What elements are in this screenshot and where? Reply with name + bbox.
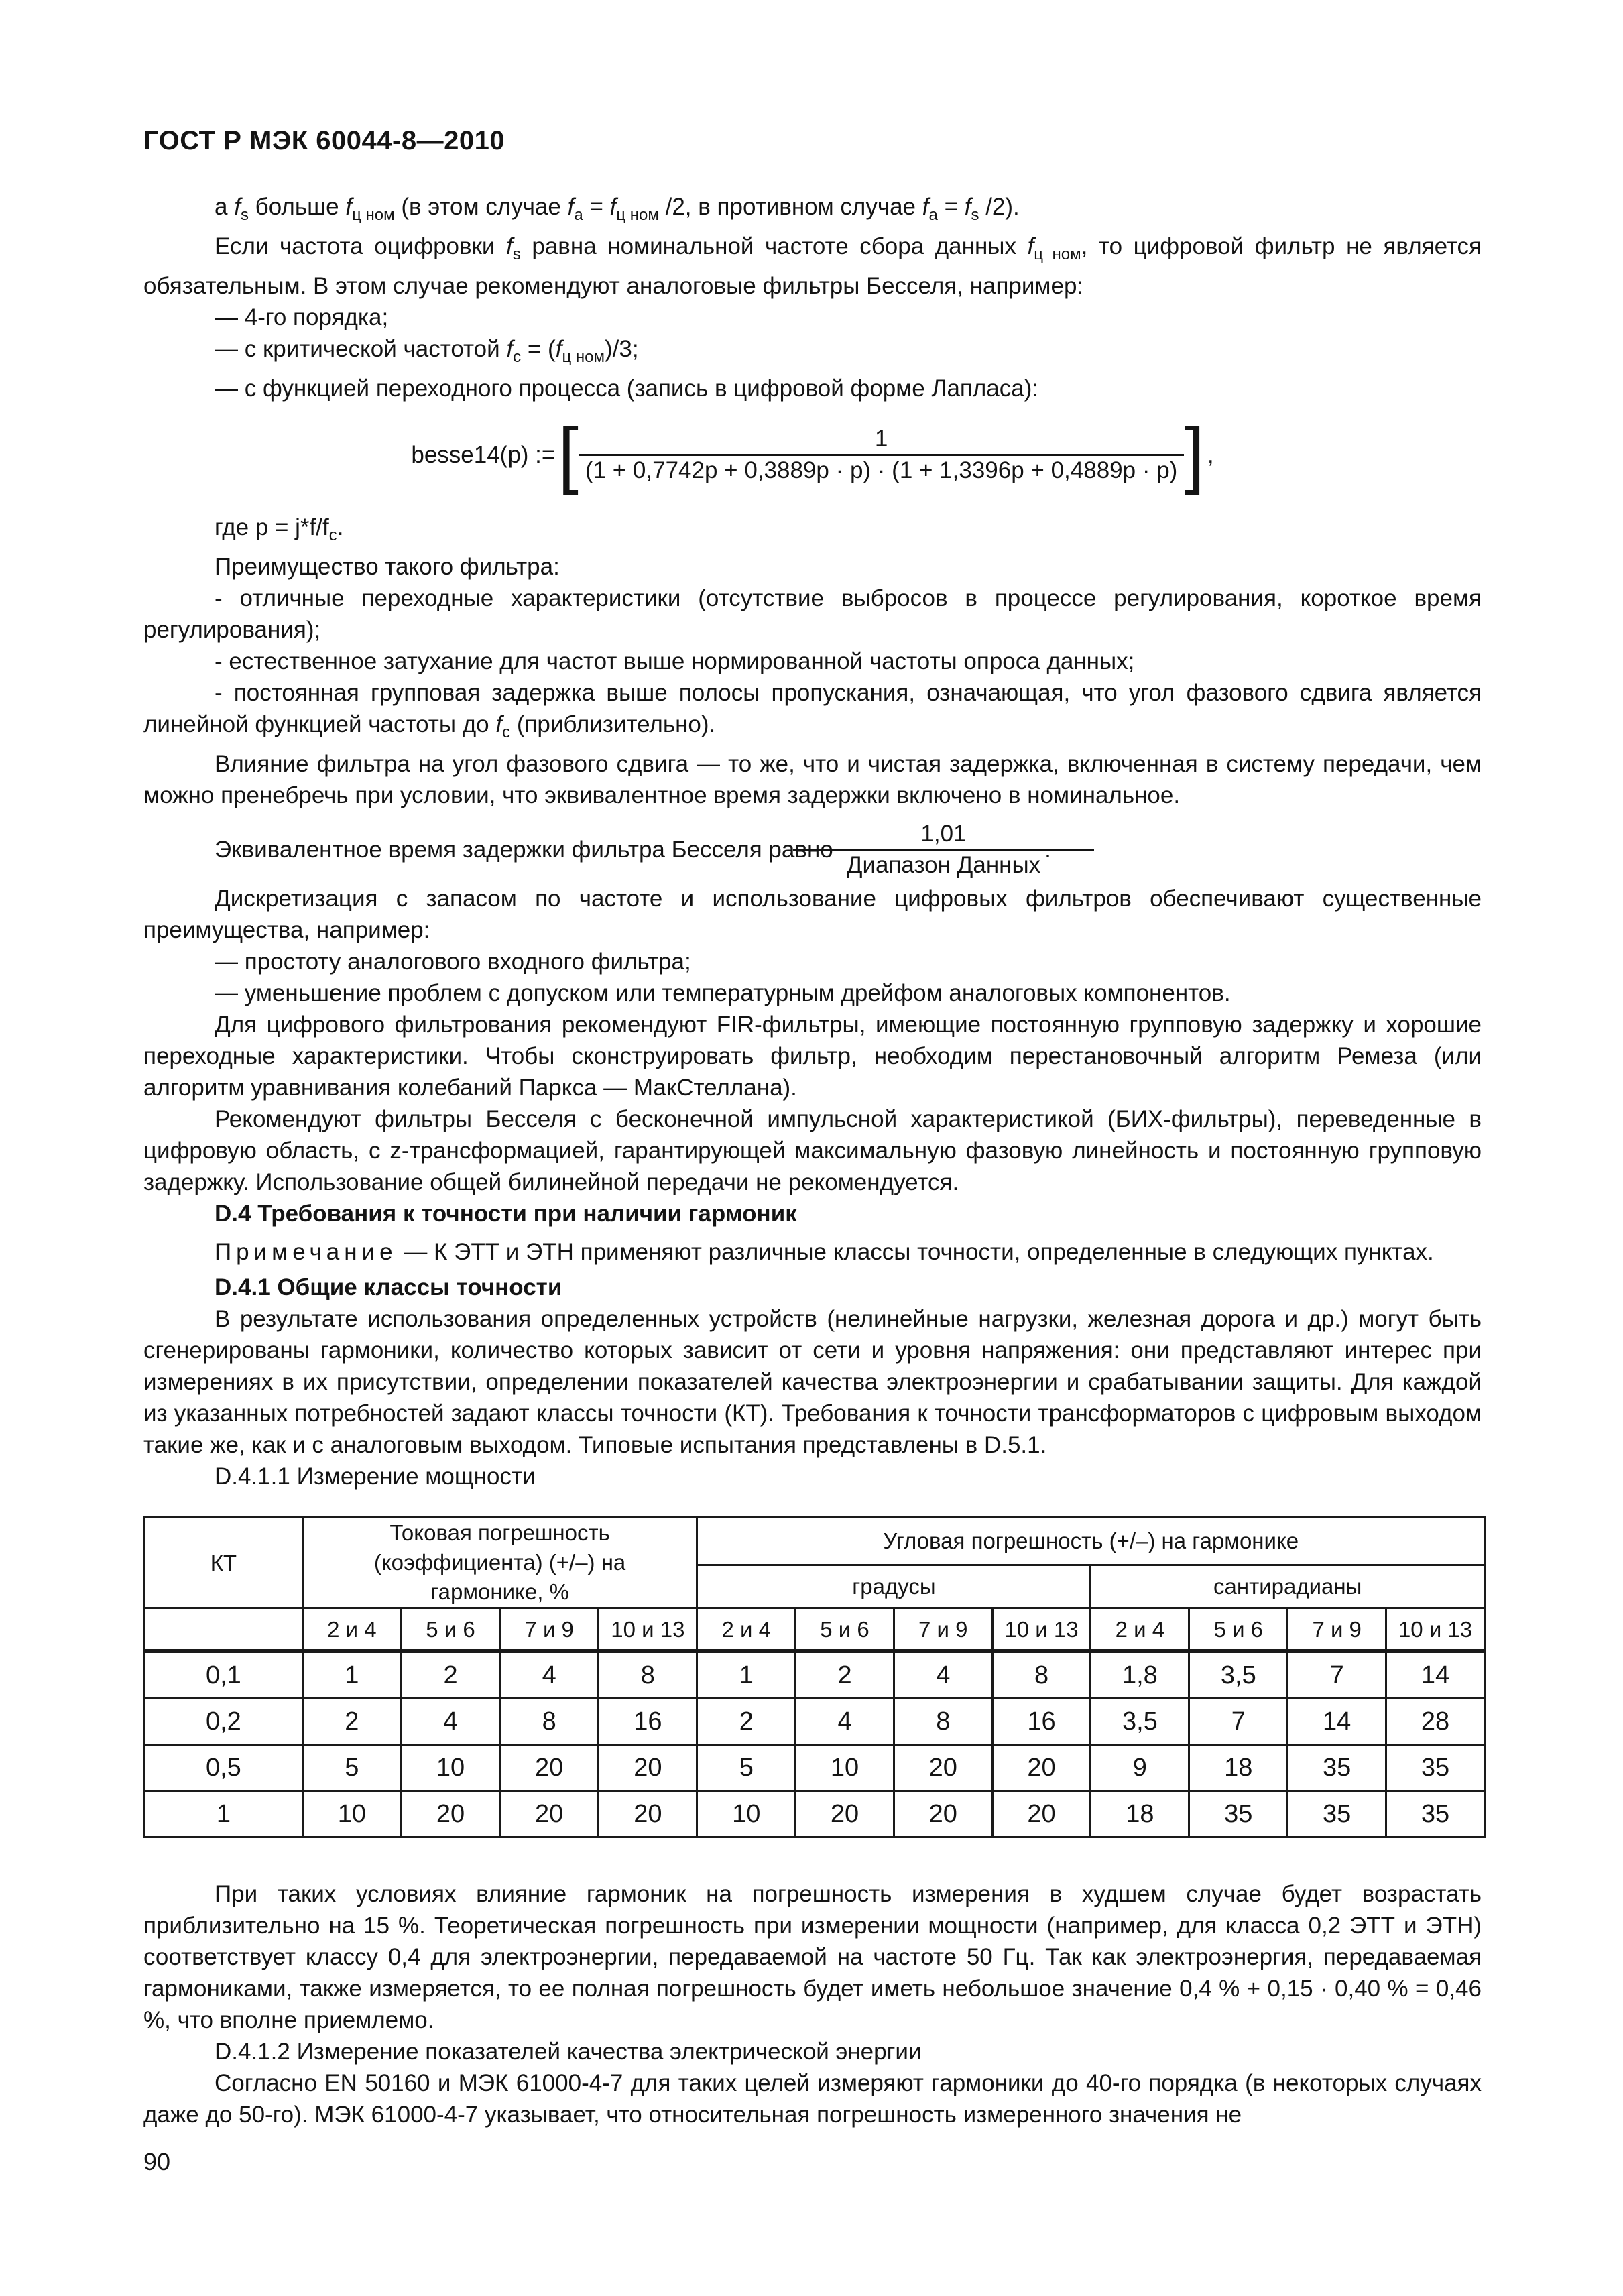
list-item: — простоту аналогового входного фильтра; (215, 949, 691, 975)
eq2-numerator: 1,01 (793, 821, 1094, 851)
formula-label: besse14(p) := (411, 441, 556, 468)
table-row (145, 1651, 1485, 1699)
cell: 14 (1386, 1651, 1485, 1699)
subsection-heading-d411: D.4.1.1 Измерение мощности (215, 1463, 536, 1490)
cell: 0,1 (145, 1651, 303, 1699)
cell: 9 (1091, 1745, 1189, 1791)
paragraph-fs-ratio: a $f_s$ больше $f_{ц ном}$ (в этом случае $f_a = f_{ц ном}$ /2, в противном случае $f_a = f_s$ /2). (215, 194, 1020, 224)
note: Примечание — К ЭТТ и ЭТН применяют различные классы точности, определенные в следующих пунктах. (215, 1239, 1434, 1265)
header-harmonic: 5 и 6 (401, 1608, 499, 1652)
cell: 8 (500, 1699, 599, 1745)
cell: 7 (1189, 1699, 1288, 1745)
paragraph-after-table: При таких условиях влияние гармоник на погрешность измерения в худшем случае будет возрастать приблизительно на 15 %. Теоретическая погрешность при измерении мощности (например, для класса 0,2 ЭТТ и ЭТН) соответствует классу 0,4 для электроэнергии, передаваемой на частоте 50 Гц. Так как электроэнергия, передаваемая гармониками, также измеряется, то ее полная погрешность будет иметь небольшое значение 0,4 % + 0,15 · 0,40 % = 0,46 %, что вполне приемлемо. (143, 1881, 1482, 2033)
list-item: — 4-го порядка; (215, 304, 389, 330)
cell: 4 (796, 1699, 894, 1745)
cell: 1,8 (1091, 1651, 1189, 1699)
cell: 4 (500, 1651, 599, 1699)
cell: 3,5 (1091, 1699, 1189, 1745)
header-empty (145, 1608, 303, 1652)
cell: 18 (1189, 1745, 1288, 1791)
paragraph-influence: Влияние фильтра на угол фазового сдвига — то же, что и чистая задержка, включенная в систему передачи, чем можно пренебречь при условии, что эквивалентное время задержки включено в номинальное. (143, 751, 1482, 808)
cell: 10 (796, 1745, 894, 1791)
note-label: Примечание (215, 1239, 398, 1265)
cell: 5 (302, 1745, 401, 1791)
cell: 7 (1288, 1651, 1386, 1699)
header-harmonic: 10 и 13 (1386, 1608, 1485, 1652)
cell: 2 (796, 1651, 894, 1699)
cell: 16 (992, 1699, 1091, 1745)
cell: 2 (697, 1699, 796, 1745)
accuracy-table (143, 1516, 1486, 1838)
header-harmonic: 7 и 9 (894, 1608, 992, 1652)
header-harmonic: 5 и 6 (1189, 1608, 1288, 1652)
header-harmonic: 7 и 9 (1288, 1608, 1386, 1652)
advantage-item: - естественное затухание для частот выше нормированной частоты опроса данных; (215, 648, 1135, 674)
formula-comma: , (1207, 441, 1214, 468)
cell: 10 (401, 1745, 499, 1791)
cell: 0,5 (145, 1745, 303, 1791)
cell: 35 (1288, 1791, 1386, 1837)
header-harmonic: 10 и 13 (992, 1608, 1091, 1652)
paragraph-power-quality: Согласно EN 50160 и МЭК 61000-4-7 для таких целей измеряют гармоники до 40-го порядка (в некоторых случаях даже до 50-го). МЭК 61000-4-7 указывает, что относительная погрешность измеренного значения не (143, 2070, 1482, 2128)
list-item: — с функцией переходного процесса (запись в цифровой форме Лапласа): (215, 375, 1039, 402)
page-number: 90 (143, 2148, 171, 2175)
formula-numerator: 1 (579, 426, 1184, 456)
paragraph-accuracy-classes: В результате использования определенных устройств (нелинейные нагрузки, железная дорога и др.) могут быть сгенерированы гармоники, количество которых зависит от сети и уровня напряжения: они представляют интерес при измерениях в их присутствии, определении показателей качества электроэнергии и срабатывании защиты. Для каждой из указанных потребностей задают классы точности (КТ). Требования к точности трансформаторов с цифровым выходом такие же, как и с аналоговым выходом. Типовые испытания представлены в D.5.1. (143, 1306, 1482, 1458)
equivalent-delay-formula (215, 821, 1482, 879)
cell: 14 (1288, 1699, 1386, 1745)
section-heading-d4: D.4 Требования к точности при наличии гармоник (215, 1201, 797, 1227)
header-harmonic: 5 и 6 (796, 1608, 894, 1652)
cell: 8 (894, 1699, 992, 1745)
eq2-denominator: Диапазон Данных (846, 852, 1041, 878)
formula-denominator: (1 + 0,7742p + 0,3889p · p) · (1 + 1,3396p + 0,4889p · p) (585, 457, 1178, 483)
cell: 2 (302, 1699, 401, 1745)
table-row (145, 1699, 1485, 1745)
page-content (143, 191, 1482, 2130)
cell: 18 (1091, 1791, 1189, 1837)
eq2-period: . (1044, 837, 1051, 863)
header-degrees: градусы (697, 1565, 1091, 1608)
paragraph-digitization: Если частота оцифровки $f_s$ равна номинальной частоте сбора данных $f_{ц ном}$, то цифровой фильтр не является обязательным. В этом случае рекомендуют аналоговые фильтры Бесселя, например: (143, 233, 1482, 299)
cell: 10 (697, 1791, 796, 1837)
cell: 35 (1386, 1745, 1485, 1791)
cell: 16 (599, 1699, 697, 1745)
cell: 35 (1288, 1745, 1386, 1791)
cell: 20 (500, 1791, 599, 1837)
header-harmonic: 10 и 13 (599, 1608, 697, 1652)
cell: 28 (1386, 1699, 1485, 1745)
cell: 1 (302, 1651, 401, 1699)
paragraph-fir: Для цифрового фильтрования рекомендуют FIR-фильтры, имеющие постоянную групповую задержку и хорошие переходные характеристики. Чтобы сконструировать фильтр, необходим перестановочный алгоритм Ремеза (или алгоритм уравнивания колебаний Паркса — МакСтеллана). (143, 1012, 1482, 1101)
header-harmonic: 2 и 4 (1091, 1608, 1189, 1652)
subsection-heading-d412: D.4.1.2 Измерение показателей качества электрической энергии (215, 2039, 922, 2065)
advantage-item: - отличные переходные характеристики (отсутствие выбросов в процессе регулирования, короткое время регулирования); (143, 585, 1482, 643)
header-harmonic: 7 и 9 (500, 1608, 599, 1652)
document-header: ГОСТ Р МЭК 60044-8—2010 (143, 126, 505, 156)
cell: 5 (697, 1745, 796, 1791)
table-row (145, 1745, 1485, 1791)
list-item: — с критической частотой $f_c = (f_{ц ном})/3$; (215, 336, 639, 366)
bessel-formula (143, 411, 1482, 498)
header-centiradians: сантирадианы (1091, 1565, 1485, 1608)
cell: 4 (894, 1651, 992, 1699)
cell: 20 (599, 1745, 697, 1791)
cell: 8 (599, 1651, 697, 1699)
eq2-fraction (847, 821, 1040, 879)
list-item: — уменьшение проблем с допуском или температурным дрейфом аналоговых компонентов. (215, 980, 1231, 1006)
header-current-error: Токовая погрешность (коэффициента) (+/–) на гармонике, % (302, 1518, 697, 1608)
cell: 35 (1386, 1791, 1485, 1837)
header-angle-error: Угловая погрешность (+/–) на гармонике (697, 1518, 1485, 1565)
cell: 20 (894, 1745, 992, 1791)
left-bracket: [ (558, 413, 579, 495)
cell: 10 (302, 1791, 401, 1837)
paragraph-bessel-iir: Рекомендуют фильтры Бесселя с бесконечной импульсной характеристикой (БИХ-фильтры), переведенные в цифровую область, с z-трансформацией, гарантирующей максимальную фазовую линейность и постоянную групповую задержку. Использование общей билинейной передачи не рекомендуется. (143, 1106, 1482, 1195)
cell: 0,2 (145, 1699, 303, 1745)
section-heading-d41: D.4.1 Общие классы точности (215, 1274, 562, 1301)
eq2-label: Эквивалентное время задержки фильтра Бесселя равно (215, 837, 833, 863)
cell: 20 (500, 1745, 599, 1791)
cell: 20 (894, 1791, 992, 1837)
cell: 3,5 (1189, 1651, 1288, 1699)
cell: 20 (796, 1791, 894, 1837)
cell: 4 (401, 1699, 499, 1745)
cell: 35 (1189, 1791, 1288, 1837)
where-clause: где $p = j*f/f_c$. (215, 514, 344, 544)
formula-fraction (585, 426, 1177, 484)
cell: 20 (401, 1791, 499, 1837)
header-kt: КТ (145, 1518, 303, 1608)
paragraph-discretization: Дискретизация с запасом по частоте и использование цифровых фильтров обеспечивают существенные преимущества, например: (143, 886, 1482, 943)
cell: 20 (992, 1745, 1091, 1791)
header-harmonic: 2 и 4 (697, 1608, 796, 1652)
header-harmonic: 2 и 4 (302, 1608, 401, 1652)
cell: 20 (599, 1791, 697, 1837)
cell: 8 (992, 1651, 1091, 1699)
advantage-intro: Преимущество такого фильтра: (215, 554, 560, 580)
advantage-item: - постоянная групповая задержка выше полосы пропускания, означающая, что угол фазового сдвига является линейной функцией частоты до $f_c$ (приблизительно). (143, 680, 1482, 741)
right-bracket: ] (1184, 413, 1205, 495)
cell: 2 (401, 1651, 499, 1699)
cell: 1 (145, 1791, 303, 1837)
table-row (145, 1791, 1485, 1837)
cell: 1 (697, 1651, 796, 1699)
cell: 20 (992, 1791, 1091, 1837)
